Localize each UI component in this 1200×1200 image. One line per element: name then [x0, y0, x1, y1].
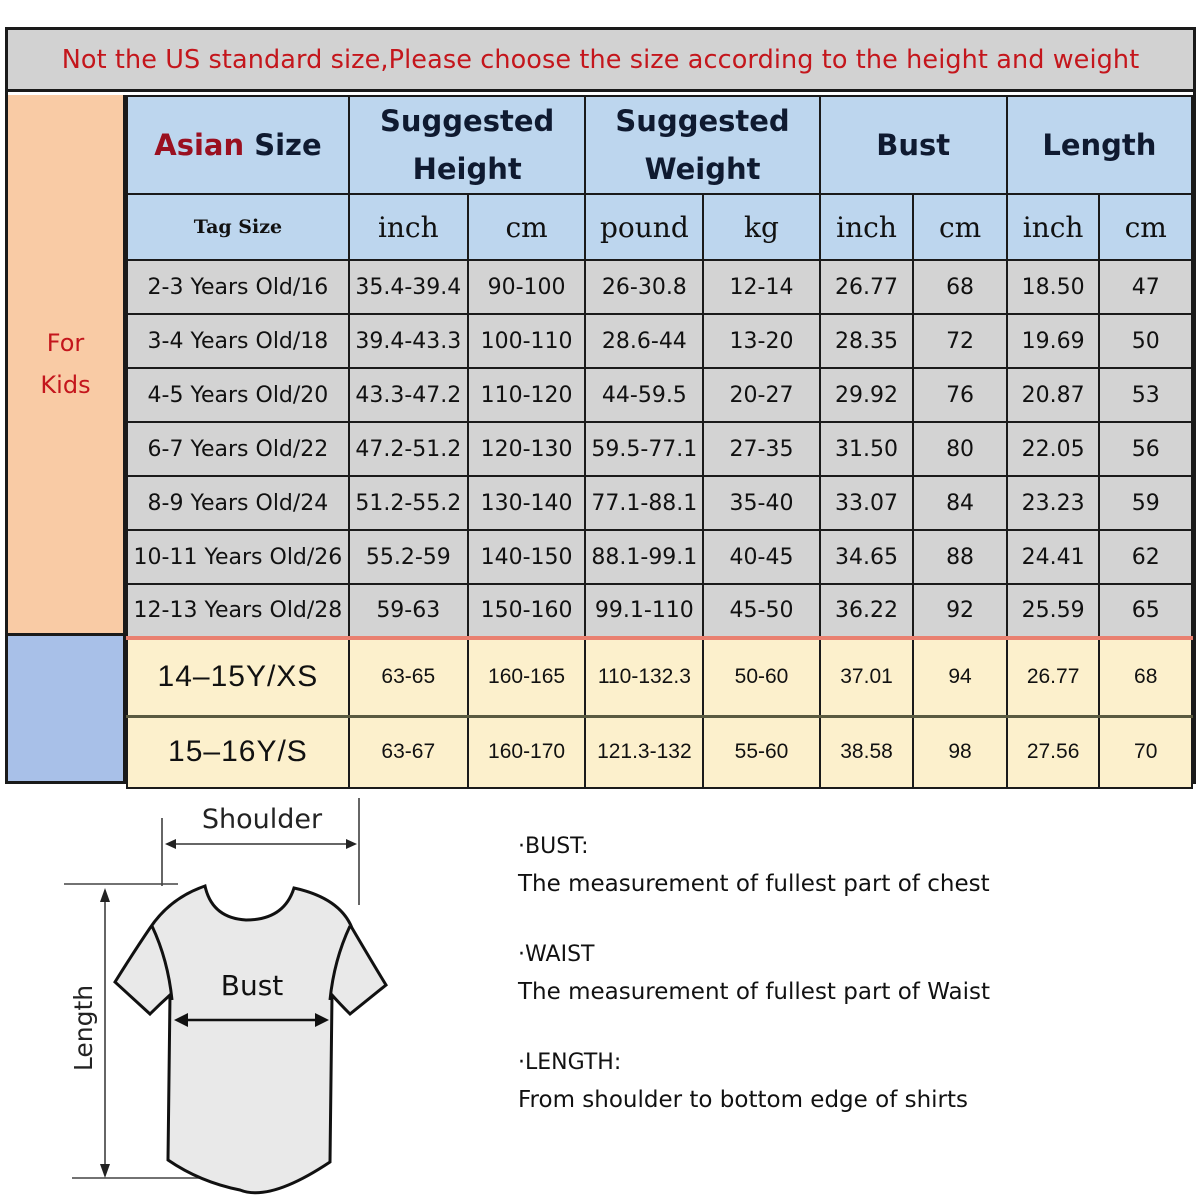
size-cell: 4-5 Years Old/20: [127, 368, 349, 422]
value-cell: 40-45: [703, 530, 819, 584]
unit-row: [127, 194, 1192, 260]
value-cell: 18.50: [1007, 260, 1100, 314]
value-cell: 110-120: [468, 368, 586, 422]
teen-rows: [127, 638, 1192, 788]
kids-label-line2: Kids: [40, 371, 91, 399]
value-cell: 27-35: [703, 422, 819, 476]
value-cell: 55.2-59: [349, 530, 468, 584]
legend-item-bust: [518, 830, 1178, 938]
value-cell: 76: [913, 368, 1006, 422]
value-cell: 160-165: [468, 638, 586, 716]
value-cell: 35-40: [703, 476, 819, 530]
unit-header: cm: [913, 194, 1006, 260]
length-header: Length: [1007, 96, 1192, 194]
size-cell: 8-9 Years Old/24: [127, 476, 349, 530]
legend-desc: From shoulder to bottom edge of shirts: [518, 1087, 969, 1113]
value-cell: 59: [1099, 476, 1192, 530]
table-row: [127, 422, 1192, 476]
value-cell: 33.07: [820, 476, 914, 530]
value-cell: 47.2-51.2: [349, 422, 468, 476]
value-cell: 43.3-47.2: [349, 368, 468, 422]
value-cell: 12-14: [703, 260, 819, 314]
value-cell: 100-110: [468, 314, 586, 368]
legend-term: ·LENGTH:: [518, 1050, 622, 1075]
size-cell: 3-4 Years Old/18: [127, 314, 349, 368]
value-cell: 20-27: [703, 368, 819, 422]
unit-header: kg: [703, 194, 819, 260]
table-row: [127, 368, 1192, 422]
value-cell: 34.65: [820, 530, 914, 584]
value-cell: 59-63: [349, 584, 468, 638]
legend-item-waist: [518, 938, 1178, 1046]
value-cell: 65: [1099, 584, 1192, 638]
value-cell: 55-60: [703, 716, 819, 788]
size-cell: 10-11 Years Old/26: [127, 530, 349, 584]
suggested-height-header: Suggested Height: [349, 96, 586, 194]
value-cell: 28.6-44: [585, 314, 703, 368]
value-cell: 50: [1099, 314, 1192, 368]
size-notice-banner: [8, 30, 1193, 92]
value-cell: 44-59.5: [585, 368, 703, 422]
value-cell: 88: [913, 530, 1006, 584]
value-cell: 31.50: [820, 422, 914, 476]
kids-group-label: [8, 95, 126, 633]
value-cell: 39.4-43.3: [349, 314, 468, 368]
table-row: [127, 530, 1192, 584]
teen-group-label: [8, 633, 126, 781]
value-cell: 35.4-39.4: [349, 260, 468, 314]
value-cell: 90-100: [468, 260, 586, 314]
legend-term: ·WAIST: [518, 942, 595, 967]
value-cell: 80: [913, 422, 1006, 476]
value-cell: 110-132.3: [585, 638, 703, 716]
value-cell: 47: [1099, 260, 1192, 314]
value-cell: 62: [1099, 530, 1192, 584]
value-cell: 23.23: [1007, 476, 1100, 530]
value-cell: 24.41: [1007, 530, 1100, 584]
table-row: [127, 716, 1192, 788]
unit-header: inch: [349, 194, 468, 260]
size-chart: [5, 27, 1196, 784]
value-cell: 140-150: [468, 530, 586, 584]
value-cell: 130-140: [468, 476, 586, 530]
tshirt-measurement-diagram: [0, 790, 480, 1200]
value-cell: 160-170: [468, 716, 586, 788]
value-cell: 37.01: [820, 638, 914, 716]
unit-header: pound: [585, 194, 703, 260]
unit-header: inch: [1007, 194, 1100, 260]
notice-text: Not the US standard size,Please choose the size according to the height and weight: [61, 44, 1140, 75]
legend-term: ·BUST:: [518, 834, 589, 859]
value-cell: 56: [1099, 422, 1192, 476]
size-cell: 15–16Y/S: [127, 716, 349, 788]
unit-header: cm: [1099, 194, 1192, 260]
value-cell: 28.35: [820, 314, 914, 368]
table-row: [127, 584, 1192, 638]
value-cell: 13-20: [703, 314, 819, 368]
tag-size-header: Tag Size: [127, 194, 349, 260]
value-cell: 51.2-55.2: [349, 476, 468, 530]
value-cell: 53: [1099, 368, 1192, 422]
value-cell: 26.77: [1007, 638, 1100, 716]
measurement-legend: [518, 830, 1178, 1154]
kids-label-line1: For: [46, 329, 85, 357]
table-row: [127, 314, 1192, 368]
value-cell: 63-67: [349, 716, 468, 788]
kids-rows: [127, 260, 1192, 638]
value-cell: 70: [1099, 716, 1192, 788]
value-cell: 94: [913, 638, 1006, 716]
value-cell: 36.22: [820, 584, 914, 638]
length-label: Length: [69, 984, 98, 1072]
header-row: [127, 96, 1192, 194]
value-cell: 98: [913, 716, 1006, 788]
value-cell: 120-130: [468, 422, 586, 476]
size-cell: 12-13 Years Old/28: [127, 584, 349, 638]
value-cell: 59.5-77.1: [585, 422, 703, 476]
size-cell: 14–15Y/XS: [127, 638, 349, 716]
value-cell: 72: [913, 314, 1006, 368]
unit-header: inch: [820, 194, 914, 260]
size-cell: 2-3 Years Old/16: [127, 260, 349, 314]
value-cell: 25.59: [1007, 584, 1100, 638]
value-cell: 20.87: [1007, 368, 1100, 422]
value-cell: 29.92: [820, 368, 914, 422]
value-cell: 27.56: [1007, 716, 1100, 788]
value-cell: 50-60: [703, 638, 819, 716]
table-row: [127, 476, 1192, 530]
value-cell: 92: [913, 584, 1006, 638]
value-cell: 26-30.8: [585, 260, 703, 314]
value-cell: 121.3-132: [585, 716, 703, 788]
size-table: [126, 95, 1193, 789]
value-cell: 63-65: [349, 638, 468, 716]
legend-item-length: [518, 1046, 1178, 1154]
legend-desc: The measurement of fullest part of Waist: [518, 979, 990, 1005]
table-row: [127, 260, 1192, 314]
legend-desc: The measurement of fullest part of chest: [518, 871, 990, 897]
suggested-weight-header: Suggested Weight: [585, 96, 819, 194]
bust-label: Bust: [220, 969, 284, 1002]
value-cell: 68: [913, 260, 1006, 314]
value-cell: 19.69: [1007, 314, 1100, 368]
value-cell: 88.1-99.1: [585, 530, 703, 584]
value-cell: 150-160: [468, 584, 586, 638]
size-cell: 6-7 Years Old/22: [127, 422, 349, 476]
value-cell: 45-50: [703, 584, 819, 638]
asian-size-header: Asian Size: [127, 96, 349, 194]
value-cell: 68: [1099, 638, 1192, 716]
tshirt-icon: [0, 790, 480, 1200]
shoulder-label: Shoulder: [201, 804, 323, 835]
value-cell: 99.1-110: [585, 584, 703, 638]
table-row: [127, 638, 1192, 716]
value-cell: 84: [913, 476, 1006, 530]
value-cell: 38.58: [820, 716, 914, 788]
bust-header: Bust: [820, 96, 1007, 194]
value-cell: 26.77: [820, 260, 914, 314]
value-cell: 77.1-88.1: [585, 476, 703, 530]
value-cell: 22.05: [1007, 422, 1100, 476]
unit-header: cm: [468, 194, 586, 260]
